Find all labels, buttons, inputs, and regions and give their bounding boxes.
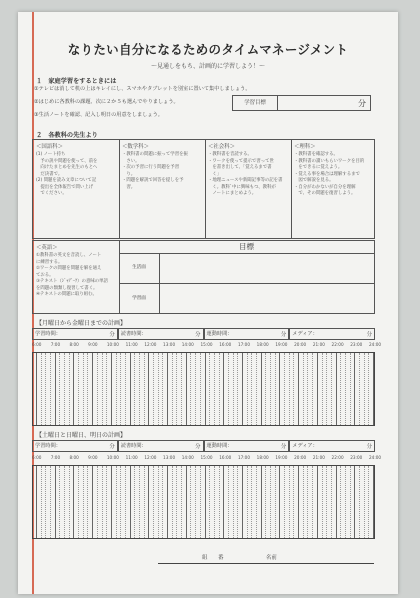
weekend-hour-8: 14:00 xyxy=(181,455,194,460)
weekend-hour-7: 13:00 xyxy=(163,455,176,460)
weekend-total-unit-0: 分 xyxy=(109,444,115,450)
weekend-quarter-line xyxy=(247,466,248,538)
weekday-hour-line xyxy=(317,353,318,425)
goals-header: 目標 xyxy=(119,241,374,254)
worksheet xyxy=(18,12,398,594)
weekday-quarter-line xyxy=(195,353,196,425)
weekend-hour-line xyxy=(36,466,37,538)
weekday-total-0[interactable] xyxy=(32,328,118,340)
weekend-quarter-line xyxy=(153,466,154,538)
weekend-hour-9: 15:00 xyxy=(200,455,213,460)
weekday-quarter-line xyxy=(64,353,65,425)
weekend-schedule-grid[interactable] xyxy=(32,465,375,539)
weekday-schedule-grid[interactable] xyxy=(32,352,375,426)
weekend-hour-line xyxy=(167,466,168,538)
weekday-quarter-line xyxy=(247,353,248,425)
weekday-quarter-line xyxy=(139,353,140,425)
weekday-quarter-line xyxy=(125,353,126,425)
weekday-total-label-0: 学習時間： xyxy=(35,331,61,337)
weekend-quarter-line xyxy=(102,466,103,538)
weekend-hour-17: 23:00 xyxy=(350,455,363,460)
weekday-hour-0: 6:00 xyxy=(32,342,42,347)
weekday-hour-18: 24:00 xyxy=(369,342,382,347)
weekday-total-1[interactable] xyxy=(118,328,204,340)
weekday-hour-3: 9:00 xyxy=(88,342,98,347)
weekend-quarter-line xyxy=(144,466,145,538)
weekday-quarter-line xyxy=(97,353,98,425)
weekend-quarter-line xyxy=(172,466,173,538)
section1-heading: １ 家庭学習をするときには xyxy=(36,78,117,85)
weekday-quarter-line xyxy=(359,353,360,425)
weekday-quarter-line xyxy=(312,353,313,425)
weekend-quarter-line xyxy=(87,466,88,538)
weekend-quarter-line xyxy=(50,466,51,538)
weekday-hour-line xyxy=(36,353,37,425)
weekday-quarter-line xyxy=(331,353,332,425)
weekend-hour-line xyxy=(148,466,149,538)
weekday-quarter-line xyxy=(59,353,60,425)
weekday-quarter-line xyxy=(214,353,215,425)
weekday-quarter-line xyxy=(153,353,154,425)
class-number-label: 組 番 xyxy=(202,555,224,561)
weekend-quarter-line xyxy=(326,466,327,538)
weekend-total-label-2: 運動時間： xyxy=(206,443,233,449)
weekend-hour-line xyxy=(55,466,56,538)
weekday-hour-line xyxy=(92,353,93,425)
weekend-quarter-line xyxy=(120,466,121,538)
weekday-hour-line xyxy=(242,353,243,425)
weekday-quarter-line xyxy=(200,353,201,425)
weekday-quarter-line xyxy=(307,353,308,425)
section2-heading: ２ 各教科の先生より xyxy=(36,132,98,139)
weekend-quarter-line xyxy=(64,466,65,538)
weekend-total-label-3: メディア： xyxy=(292,443,318,449)
weekday-hour-line xyxy=(279,353,280,425)
weekday-quarter-line xyxy=(87,353,88,425)
weekday-hour-line xyxy=(111,353,112,425)
weekend-hour-line xyxy=(73,466,74,538)
weekday-hour-4: 10:00 xyxy=(106,342,119,347)
weekend-hour-1: 7:00 xyxy=(50,455,61,460)
weekend-quarter-line xyxy=(45,466,46,538)
weekend-hour-line xyxy=(130,466,131,538)
weekend-quarter-line xyxy=(181,466,182,538)
weekday-quarter-line xyxy=(237,353,238,425)
weekday-hour-8: 14:00 xyxy=(181,342,194,347)
weekday-totals-row xyxy=(32,328,375,340)
social-notes: ・教科書を音読する。 ・ワークを使って提示で習って世 を書き出して、「覚えるまで書 く」 ・地理ニュースや新聞記事等の記を書 く。教科ﾞ中に興味もつ、教科が ノートにまとめよう。 xyxy=(208,152,283,196)
weekday-hour-10: 16:00 xyxy=(219,342,232,347)
weekday-quarter-line xyxy=(284,353,285,425)
weekday-hour-line xyxy=(223,353,224,425)
weekday-hour-11: 17:00 xyxy=(237,342,251,347)
weekday-quarter-line xyxy=(176,353,177,425)
weekend-quarter-line xyxy=(265,466,266,538)
weekday-quarter-line xyxy=(345,353,346,425)
subject-notes-box xyxy=(32,139,375,239)
weekday-quarter-line xyxy=(364,353,365,425)
weekday-quarter-line xyxy=(251,353,252,425)
weekday-quarter-line xyxy=(83,353,84,425)
weekday-quarter-line xyxy=(303,353,304,425)
weekend-hour-line xyxy=(92,466,93,538)
weekend-hour-10: 16:00 xyxy=(219,455,232,460)
weekend-hour-18: 24:00 xyxy=(369,455,382,460)
weekday-hour-6: 12:00 xyxy=(144,342,157,347)
weekend-quarter-line xyxy=(303,466,304,538)
weekday-hour-9: 15:00 xyxy=(200,342,213,347)
weekend-quarter-line xyxy=(97,466,98,538)
weekday-hour-line xyxy=(373,353,374,425)
weekday-total-label-3: メディア： xyxy=(292,331,318,337)
weekend-totals-row xyxy=(32,440,375,452)
weekend-quarter-line xyxy=(364,466,365,538)
weekday-hour-line xyxy=(261,353,262,425)
weekday-hour-line xyxy=(73,353,74,425)
weekend-hour-line xyxy=(186,466,187,538)
weekday-hour-16: 22:00 xyxy=(331,342,344,347)
weekday-quarter-line xyxy=(228,353,229,425)
weekend-quarter-line xyxy=(190,466,191,538)
weekend-quarter-line xyxy=(116,466,117,538)
weekend-quarter-line xyxy=(322,466,323,538)
weekday-quarter-line xyxy=(158,353,159,425)
weekend-quarter-line xyxy=(256,466,257,538)
weekend-quarter-line xyxy=(59,466,60,538)
weekend-total-0[interactable] xyxy=(32,440,118,452)
weekday-quarter-line xyxy=(219,353,220,425)
weekend-quarter-line xyxy=(307,466,308,538)
weekday-hour-line xyxy=(298,353,299,425)
weekday-hour-line xyxy=(186,353,187,425)
page-subtitle: 〜見通しをもち、計画的に学習しよう！〜 xyxy=(150,63,265,70)
weekend-hour-14: 20:00 xyxy=(294,455,307,460)
weekend-quarter-line xyxy=(270,466,271,538)
goal-study-field[interactable] xyxy=(160,284,374,313)
goal-life-field[interactable] xyxy=(160,253,374,284)
weekend-quarter-line xyxy=(219,466,220,538)
english-label: ＜英語＞ xyxy=(36,245,58,251)
weekend-total-label-0: 学習時間： xyxy=(35,443,61,449)
study-goal-box[interactable] xyxy=(232,95,371,111)
weekend-quarter-line xyxy=(134,466,135,538)
weekday-quarter-line xyxy=(256,353,257,425)
weekend-hour-line xyxy=(354,466,355,538)
english-goals-box xyxy=(32,240,375,314)
weekday-quarter-line xyxy=(120,353,121,425)
weekend-hour-line xyxy=(223,466,224,538)
weekend-quarter-line xyxy=(340,466,341,538)
footer-name-line xyxy=(158,553,374,564)
weekday-hour-1: 7:00 xyxy=(50,342,61,347)
weekend-total-1[interactable] xyxy=(118,440,204,452)
page-title: なりたい自分になるためのタイムマネージメント xyxy=(67,42,349,57)
weekend-hour-5: 11:00 xyxy=(125,455,138,460)
weekday-total-unit-3: 分 xyxy=(366,332,372,338)
weekday-hour-17: 23:00 xyxy=(350,342,363,347)
weekday-total-unit-2: 分 xyxy=(280,332,287,338)
weekend-quarter-line xyxy=(83,466,84,538)
weekday-quarter-line xyxy=(209,353,210,425)
japanese-label: ＜国語科＞ xyxy=(36,144,63,150)
science-note xyxy=(291,140,374,238)
weekend-total-label-1: 読書時間： xyxy=(120,443,147,449)
weekday-hour-12: 18:00 xyxy=(256,342,269,347)
weekend-hour-15: 21:00 xyxy=(312,455,325,460)
weekday-quarter-line xyxy=(172,353,173,425)
weekend-quarter-line xyxy=(78,466,79,538)
weekend-hour-12: 18:00 xyxy=(256,455,269,460)
weekend-quarter-line xyxy=(293,466,294,538)
weekend-hour-line xyxy=(298,466,299,538)
weekday-quarter-line xyxy=(233,353,234,425)
math-note xyxy=(119,140,206,238)
weekday-quarter-line xyxy=(162,353,163,425)
weekend-hour-2: 8:00 xyxy=(69,455,79,460)
weekend-hour-13: 19:00 xyxy=(275,455,288,460)
weekday-hour-line xyxy=(167,353,168,425)
weekend-heading: 【土曜日と日曜日、明日の計画】 xyxy=(36,432,127,439)
weekend-hour-line xyxy=(261,466,262,538)
social-note xyxy=(205,140,292,238)
weekend-quarter-line xyxy=(125,466,126,538)
science-label: ＜理科＞ xyxy=(294,144,316,150)
weekend-quarter-line xyxy=(139,466,140,538)
study-goal-unit: 分 xyxy=(358,99,366,108)
social-label: ＜社会科＞ xyxy=(208,144,235,150)
weekday-total-2[interactable] xyxy=(204,328,290,340)
weekend-hour-4: 10:00 xyxy=(106,455,119,460)
weekend-hour-0: 6:00 xyxy=(32,455,42,460)
weekday-quarter-line xyxy=(144,353,145,425)
weekend-hour-16: 22:00 xyxy=(331,455,344,460)
section1-item-3: ③生活ノートを確認、記入し明日の用意をしましょう。 xyxy=(34,112,163,118)
english-notes: ①教科書の英文を音読し、ノート に練習する。 ②ワークの問題を問題を解を通え ておる。 ③テキスト（ｼﾞｬﾌﾟｰｸ）の意味の単語 を問題の類類し復習して書く。 ④テキストの問題に取り組む。 xyxy=(36,253,108,297)
weekday-total-3[interactable] xyxy=(289,328,375,340)
weekday-hour-5: 11:00 xyxy=(125,342,138,347)
weekday-total-label-2: 運動時間： xyxy=(206,331,233,337)
weekend-quarter-line xyxy=(350,466,351,538)
weekday-hour-line xyxy=(55,353,56,425)
weekday-quarter-line xyxy=(340,353,341,425)
weekday-hour-line xyxy=(205,353,206,425)
weekday-quarter-line xyxy=(106,353,107,425)
weekday-heading: 【月曜日から金曜日までの計画】 xyxy=(36,320,127,327)
weekend-hour-6: 12:00 xyxy=(144,455,157,460)
weekday-hour-2: 8:00 xyxy=(69,342,79,347)
weekend-quarter-line xyxy=(69,466,70,538)
weekend-quarter-line xyxy=(312,466,313,538)
weekday-total-label-1: 読書時間： xyxy=(120,331,147,337)
weekday-quarter-line xyxy=(134,353,135,425)
section1-item-1: ①テレビは消して机の上はキレイにし、スマホやタブレットを別室に置いて集中しましょう。 xyxy=(34,86,251,92)
weekend-quarter-line xyxy=(237,466,238,538)
weekday-quarter-line xyxy=(322,353,323,425)
weekday-quarter-line xyxy=(181,353,182,425)
weekend-hour-line xyxy=(373,466,374,538)
weekend-total-2[interactable] xyxy=(204,440,290,452)
weekend-quarter-line xyxy=(195,466,196,538)
weekend-total-unit-2: 分 xyxy=(280,444,287,450)
weekday-quarter-line xyxy=(265,353,266,425)
weekend-quarter-line xyxy=(162,466,163,538)
english-note xyxy=(33,241,120,313)
weekend-quarter-line xyxy=(233,466,234,538)
study-goal-label: 学習目標 xyxy=(233,96,278,110)
weekend-quarter-line xyxy=(331,466,332,538)
weekend-total-unit-3: 分 xyxy=(366,444,372,450)
weekend-quarter-line xyxy=(368,466,369,538)
weekday-quarter-line xyxy=(270,353,271,425)
weekday-hour-13: 19:00 xyxy=(275,342,288,347)
weekend-quarter-line xyxy=(275,466,276,538)
name-label: 名前 xyxy=(266,555,277,561)
weekend-quarter-line xyxy=(228,466,229,538)
weekend-quarter-line xyxy=(289,466,290,538)
weekday-quarter-line xyxy=(326,353,327,425)
weekday-hour-14: 20:00 xyxy=(294,342,307,347)
weekend-total-unit-1: 分 xyxy=(195,444,201,450)
weekend-quarter-line xyxy=(158,466,159,538)
weekend-quarter-line xyxy=(209,466,210,538)
weekday-quarter-line xyxy=(69,353,70,425)
weekend-quarter-line xyxy=(251,466,252,538)
weekday-hour-line xyxy=(148,353,149,425)
weekday-quarter-line xyxy=(45,353,46,425)
japanese-note xyxy=(33,140,120,238)
goal-study-label: 学習面 xyxy=(119,284,160,313)
weekend-quarter-line xyxy=(284,466,285,538)
weekday-time-axis xyxy=(32,342,382,350)
weekend-hour-line xyxy=(336,466,337,538)
weekday-quarter-line xyxy=(190,353,191,425)
math-notes: ・教科書の問題に振って学習を振 さい。 ・次の予習に行う問題を予習 り。 ・問題を解説で回答を提しを予 習。 xyxy=(122,152,188,190)
weekday-quarter-line xyxy=(368,353,369,425)
weekday-quarter-line xyxy=(350,353,351,425)
weekday-quarter-line xyxy=(78,353,79,425)
weekend-hour-line xyxy=(242,466,243,538)
weekday-quarter-line xyxy=(50,353,51,425)
weekday-quarter-line xyxy=(116,353,117,425)
weekend-quarter-line xyxy=(359,466,360,538)
weekend-quarter-line xyxy=(41,466,42,538)
weekday-quarter-line xyxy=(289,353,290,425)
weekday-hour-line xyxy=(336,353,337,425)
weekend-hour-line xyxy=(317,466,318,538)
weekend-quarter-line xyxy=(345,466,346,538)
weekend-hour-line xyxy=(205,466,206,538)
weekday-quarter-line xyxy=(102,353,103,425)
weekday-hour-line xyxy=(130,353,131,425)
weekday-hour-line xyxy=(354,353,355,425)
weekday-total-unit-0: 分 xyxy=(109,332,115,338)
weekday-total-unit-1: 分 xyxy=(195,332,201,338)
goal-life-label: 生活面 xyxy=(119,253,160,284)
weekend-hour-line xyxy=(111,466,112,538)
weekday-quarter-line xyxy=(275,353,276,425)
math-label: ＜数学科＞ xyxy=(122,144,149,150)
section1-item-2: ②はじめに各教科の課題、次に２か５も選んでやりましょう。 xyxy=(34,99,179,105)
weekday-quarter-line xyxy=(41,353,42,425)
science-notes: ・教科書を確認する。 ・教科書の讀いもらいワークを目的 をできるに覚えよう。 ・覚える事を場合は理解するまで 図で解説を見る。 ・自分がわかないが自分を理解 で、その問題を復習しよう。 xyxy=(294,152,365,196)
weekend-total-3[interactable] xyxy=(289,440,375,452)
weekday-hour-7: 13:00 xyxy=(163,342,176,347)
weekend-hour-11: 17:00 xyxy=(237,455,251,460)
weekend-quarter-line xyxy=(214,466,215,538)
weekend-time-axis xyxy=(32,455,382,463)
weekend-quarter-line xyxy=(106,466,107,538)
weekend-hour-line xyxy=(279,466,280,538)
japanese-notes: (1) ノート持ち 予の説や問題を使って、前を 向けたまとめを先生のもとへ だ決書で。 (2) 問題を読み文章について記 提出を全体報告で問い上げ でください。 xyxy=(36,152,98,196)
weekend-quarter-line xyxy=(176,466,177,538)
weekday-quarter-line xyxy=(293,353,294,425)
weekend-hour-3: 9:00 xyxy=(88,455,98,460)
weekend-quarter-line xyxy=(200,466,201,538)
weekday-hour-15: 21:00 xyxy=(312,342,325,347)
